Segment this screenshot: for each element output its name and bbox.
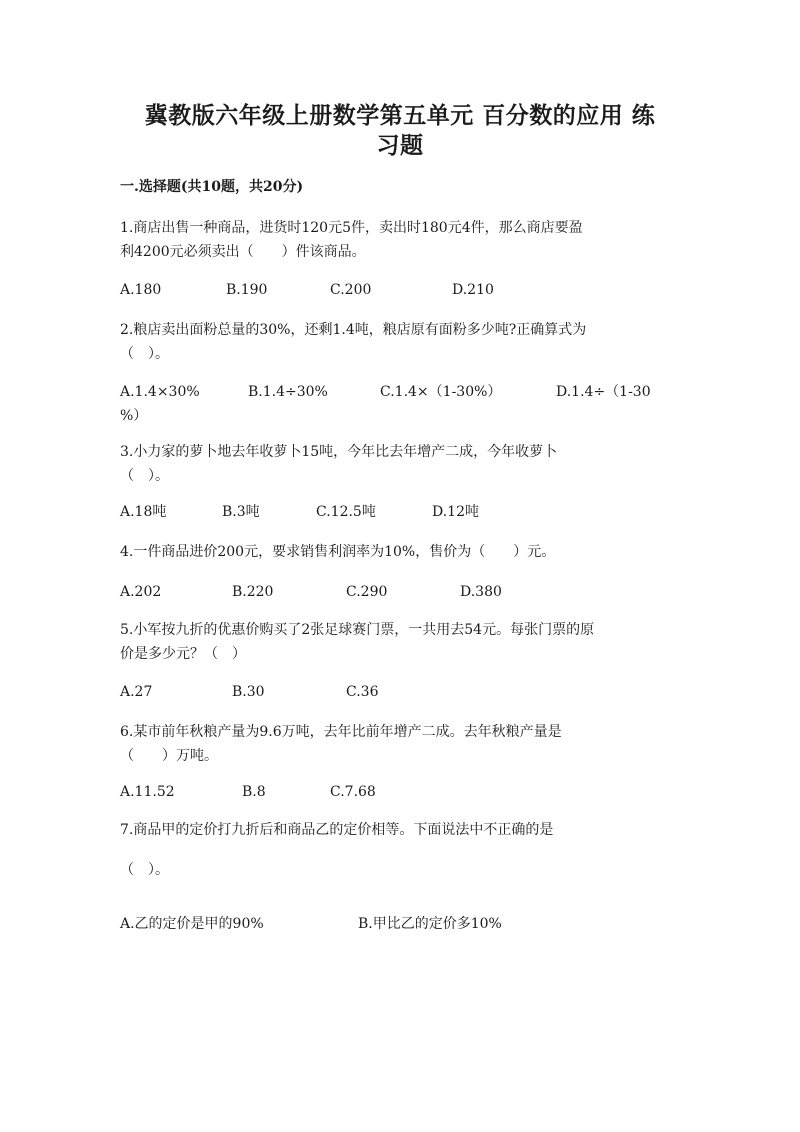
- question-5-option-a: A.27: [120, 684, 153, 700]
- section-heading: 一.选择题(共10题，共20分): [120, 179, 304, 195]
- question-6-option-b: B.8: [242, 784, 266, 800]
- question-3-text-line-2: （ ）。: [120, 468, 169, 484]
- question-2-option-d: D.1.4÷（1-30: [556, 384, 651, 400]
- question-3-text-line-1: 3.小力家的萝卜地去年收萝卜15吨，今年比去年增产二成，今年收萝卜: [120, 444, 558, 460]
- question-6-option-a: A.11.52: [120, 784, 175, 800]
- question-2-text-line-1: 2.粮店卖出面粉总量的30%，还剩1.4吨，粮店原有面粉多少吨?正确算式为: [120, 322, 587, 338]
- question-2-option-c: C.1.4×（1-30%）: [380, 384, 502, 400]
- question-7-option-a: A.乙的定价是甲的90%: [120, 916, 264, 932]
- question-6-text-line-1: 6.某市前年秋粮产量为9.6万吨，去年比前年增产二成。去年秋粮产量是: [120, 724, 562, 740]
- question-5-option-b: B.30: [232, 684, 265, 700]
- question-5-text-line-1: 5.小军按九折的优惠价购买了2张足球赛门票，一共用去54元。每张门票的原: [120, 622, 595, 638]
- question-1-option-b: B.190: [226, 282, 268, 298]
- question-2-option-d-wrap: %）: [120, 408, 148, 424]
- question-3-option-b: B.3吨: [222, 504, 260, 520]
- question-4-option-d: D.380: [460, 584, 502, 600]
- question-4-option-a: A.202: [120, 584, 162, 600]
- question-3-option-d: D.12吨: [432, 504, 479, 520]
- question-3-option-c: C.12.5吨: [316, 504, 376, 520]
- question-4-text-line-1: 4.一件商品进价200元，要求销售利润率为10%，售价为（ ）元。: [120, 544, 556, 560]
- question-3-option-a: A.18吨: [120, 504, 167, 520]
- question-2-option-a: A.1.4×30%: [120, 384, 200, 400]
- question-5-text-line-2: 价是多少元？（ ）: [120, 646, 246, 662]
- question-2-text-line-2: （ ）。: [120, 346, 169, 362]
- question-1-option-a: A.180: [120, 282, 162, 298]
- question-7-text-line-1: 7.商品甲的定价打九折后和商品乙的定价相等。下面说法中不正确的是: [120, 822, 554, 838]
- question-4-option-c: C.290: [346, 584, 388, 600]
- question-1-text-line-2: 利4200元必须卖出（ ）件该商品。: [120, 244, 366, 260]
- page-title-line-2: 习题: [376, 132, 424, 159]
- question-6-option-c: C.7.68: [330, 784, 376, 800]
- question-7-text-line-2: （ ）。: [120, 862, 169, 878]
- question-7-option-b: B.甲比乙的定价多10%: [358, 916, 502, 932]
- question-5-option-c: C.36: [346, 684, 379, 700]
- question-1-option-c: C.200: [330, 282, 372, 298]
- question-2-option-b: B.1.4÷30%: [248, 384, 328, 400]
- question-6-text-line-2: （ ）万吨。: [120, 748, 218, 764]
- question-1-text-line-1: 1.商店出售一种商品，进货时120元5件，卖出时180元4件，那么商店要盈: [120, 220, 583, 236]
- page-title-line-1: 冀教版六年级上册数学第五单元 百分数的应用 练: [144, 102, 656, 129]
- question-1-option-d: D.210: [452, 282, 494, 298]
- question-4-option-b: B.220: [232, 584, 274, 600]
